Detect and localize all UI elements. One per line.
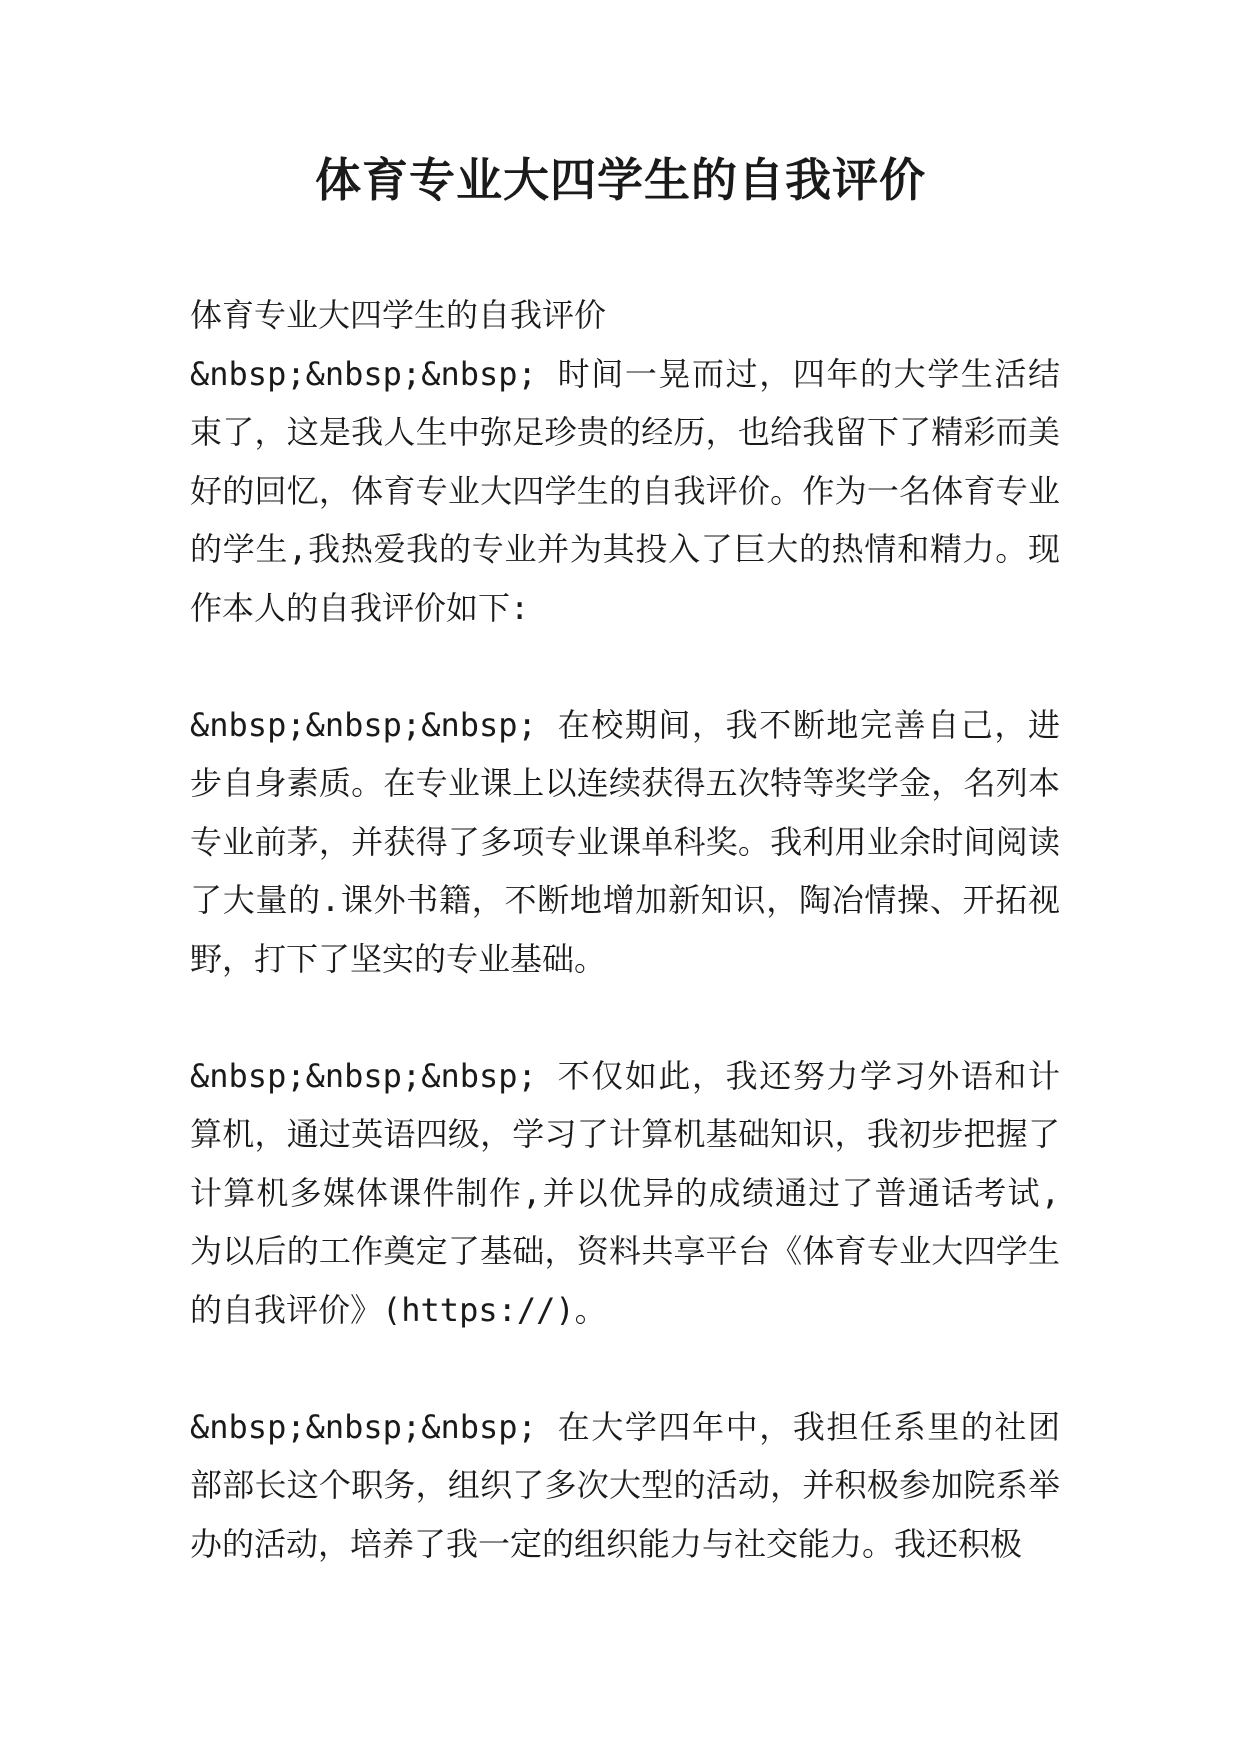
paragraph-4: &nbsp;&nbsp;&nbsp; 在大学四年中，我担任系里的社团部部长这个职务，组织了多次大型的活动，并积极参加院系举办的活动，培养了我一定的组织能力与社交能力。我还积极	[190, 1407, 1060, 1563]
document-subtitle: 体育专业大四学生的自我评价	[190, 296, 607, 334]
paragraph-1: &nbsp;&nbsp;&nbsp; 时间一晃而过，四年的大学生活结束了，这是我人生中弥足珍贵的经历，也给我留下了精彩而美好的回忆，体育专业大四学生的自我评价。作为一名体育专业的学生,我热爱我的专业并为其投入了巨大的热情和精力。现作本人的自我评价如下:	[190, 354, 1060, 627]
document-title: 体育专业大四学生的自我评价	[315, 153, 926, 207]
paragraph-3: &nbsp;&nbsp;&nbsp; 不仅如此，我还努力学习外语和计算机，通过英语四级，学习了计算机基础知识，我初步把握了计算机多媒体课件制作,并以优异的成绩通过了普通话考试,为以后的工作奠定了基础，资料共享平台《体育专业大四学生的自我评价》(https://)。	[190, 1056, 1060, 1329]
paragraph-2: &nbsp;&nbsp;&nbsp; 在校期间，我不断地完善自己，进步自身素质。在专业课上以连续获得五次特等奖学金，名列本专业前茅，并获得了多项专业课单科奖。我利用业余时间阅读了大量的.课外书籍，不断地增加新知识，陶冶情操、开拓视野，打下了坚实的专业基础。	[190, 705, 1060, 978]
document-body	[190, 286, 1060, 1573]
